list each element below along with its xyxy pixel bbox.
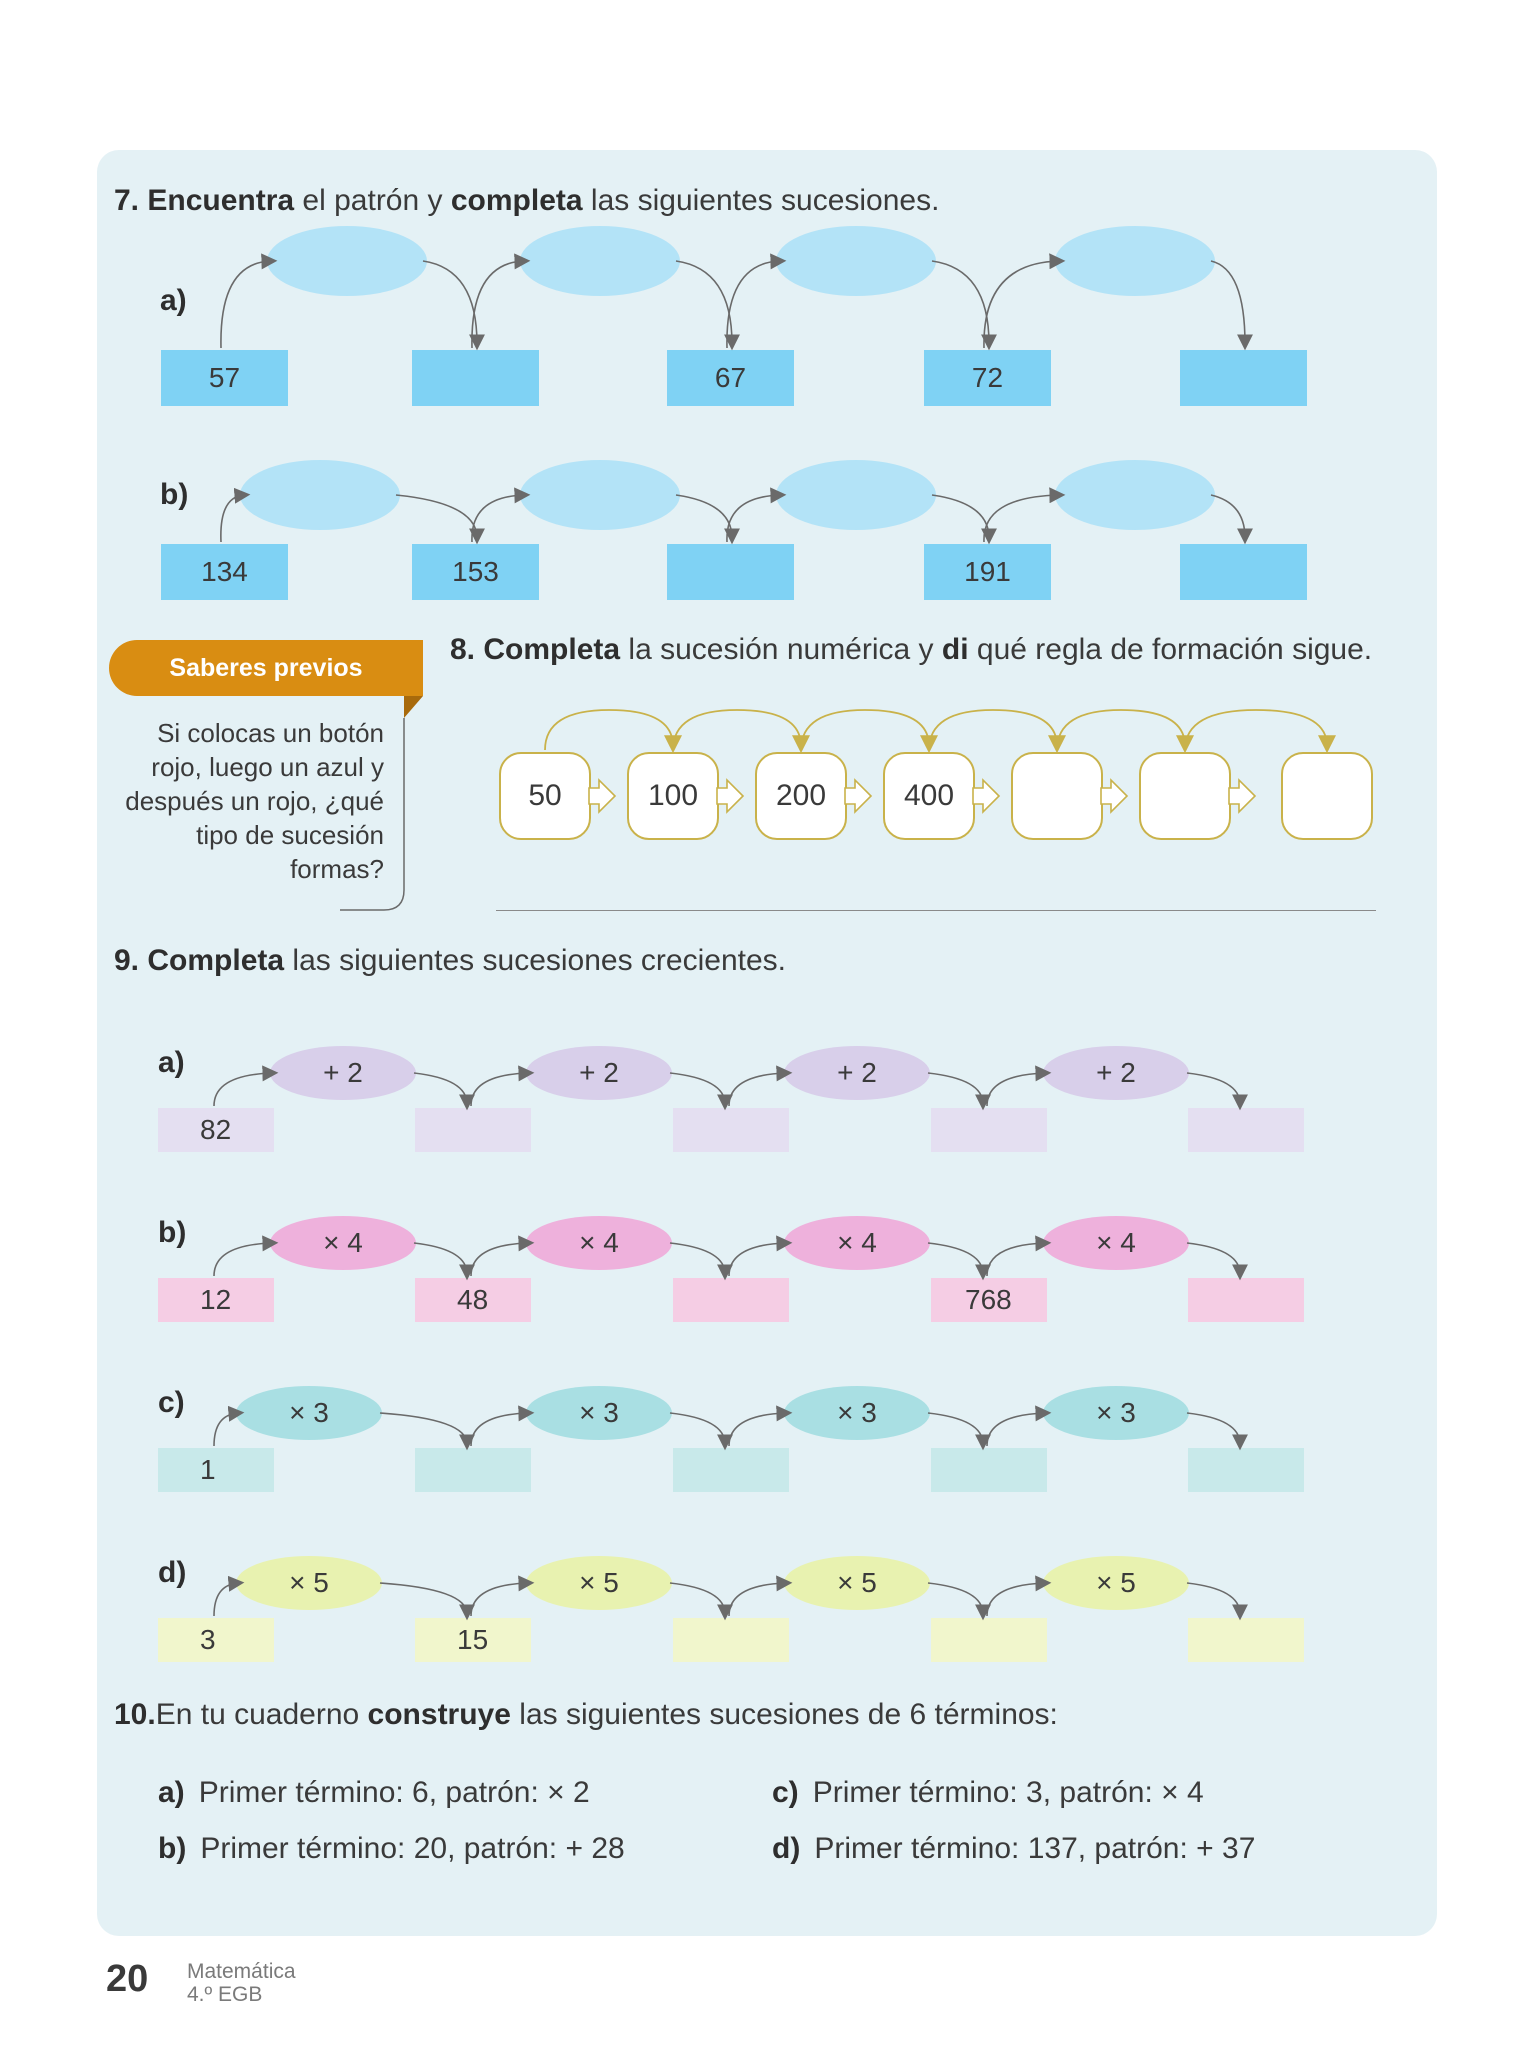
arrow-arc [729,1583,786,1616]
operation-oval: × 5 [1043,1556,1189,1610]
row-label: a) [160,284,187,317]
answer-box: 3 [158,1618,274,1662]
answer-box: 12 [158,1278,274,1322]
answer-box: 768 [931,1278,1047,1322]
sequence-box: 50 [499,752,591,840]
operation-oval: × 5 [236,1556,382,1610]
arrow-arc [214,1413,238,1446]
task-10b: b) Primer término: 20, patrón: + 28 [158,1832,625,1865]
answer-box: 1 [158,1448,274,1492]
arrow-arc [1187,1583,1240,1614]
arrow-arc [1187,1073,1240,1104]
operation-oval: × 3 [236,1386,382,1440]
saberes-previos-text: Si colocas un botón rojo, luego un azul y después un rojo, ¿qué tipo de sucesión formas? [125,718,384,884]
arrow-arc [471,1413,528,1446]
arrow-arc [928,1073,983,1104]
arrow-arc [670,1073,725,1104]
arrow-arc [214,1583,238,1616]
answer-box: 134 [161,544,288,600]
sequence-box: 200 [755,752,847,840]
sequence-box: 100 [627,752,719,840]
operation-oval: × 4 [1043,1216,1189,1270]
exercise-9-title: 9. Completa las siguientes sucesiones crecientes. [114,944,786,977]
sequence-box: 400 [883,752,975,840]
operation-oval: + 2 [526,1046,672,1100]
answer-box: 153 [412,544,539,600]
arrow-arc [729,1413,786,1446]
exercise-8-title: 8. Completa la sucesión numérica y di qué regla de formación sigue. [450,633,1373,666]
saberes-previos-tab: Saberes previos [109,640,423,696]
answer-box: 82 [158,1108,274,1152]
operation-oval: + 2 [270,1046,416,1100]
page-number: 20 [106,1958,149,2000]
footer-subject: Matemática 4.º EGB [187,1960,296,2006]
arrow-arc [414,1073,467,1104]
arrow-arc [471,1073,528,1106]
row-label: b) [158,1216,187,1249]
arrow-arc [729,1073,786,1106]
arrow-arc [1187,1413,1240,1444]
arrow-arc [928,1243,983,1274]
answer-box: 57 [161,350,288,406]
arrow-arc [670,1243,725,1274]
arrow-arc [471,1243,528,1276]
arrow-arc [928,1413,983,1444]
arrow-arc [414,1243,467,1274]
answer-box: 191 [924,544,1051,600]
operation-oval: × 3 [526,1386,672,1440]
arrow-arc [471,1583,528,1616]
exercise-7-title: 7. Encuentra el patrón y completa las siguientes sucesiones. [114,184,940,217]
arrow-arc [380,1583,467,1614]
operation-oval: × 3 [1043,1386,1189,1440]
arrow-arc [987,1413,1045,1446]
arrow-arc [670,1413,725,1444]
operation-oval: × 5 [526,1556,672,1610]
arrow-arc [987,1073,1045,1106]
answer-box: 48 [415,1278,531,1322]
operation-oval: + 2 [1043,1046,1189,1100]
operation-oval: × 5 [784,1556,930,1610]
arrow-arc [928,1583,983,1614]
row-label: d) [158,1556,187,1589]
arrow-arc [214,1243,272,1276]
arrow-arc [670,1583,725,1614]
arrow-arc [987,1243,1045,1276]
operation-oval: + 2 [784,1046,930,1100]
operation-oval: × 4 [270,1216,416,1270]
task-10d: d) Primer término: 137, patrón: + 37 [772,1832,1256,1865]
answer-box: 72 [924,350,1051,406]
row-label: c) [158,1386,185,1419]
operation-oval: × 4 [784,1216,930,1270]
operation-oval: × 3 [784,1386,930,1440]
row-label: b) [160,478,189,511]
task-10c: c) Primer término: 3, patrón: × 4 [772,1776,1204,1809]
arrow-arc [380,1413,467,1444]
answer-box: 15 [415,1618,531,1662]
exercise-10-title: 10.En tu cuaderno construye las siguientes sucesiones de 6 términos: [114,1698,1058,1731]
arrow-arc [729,1243,786,1276]
arrow-arc [987,1583,1045,1616]
arrow-arc [214,1073,272,1106]
answer-box: 67 [667,350,794,406]
row-label: a) [158,1046,185,1079]
task-10a: a) Primer término: 6, patrón: × 2 [158,1776,590,1809]
arrow-arc [1187,1243,1240,1274]
operation-oval: × 4 [526,1216,672,1270]
